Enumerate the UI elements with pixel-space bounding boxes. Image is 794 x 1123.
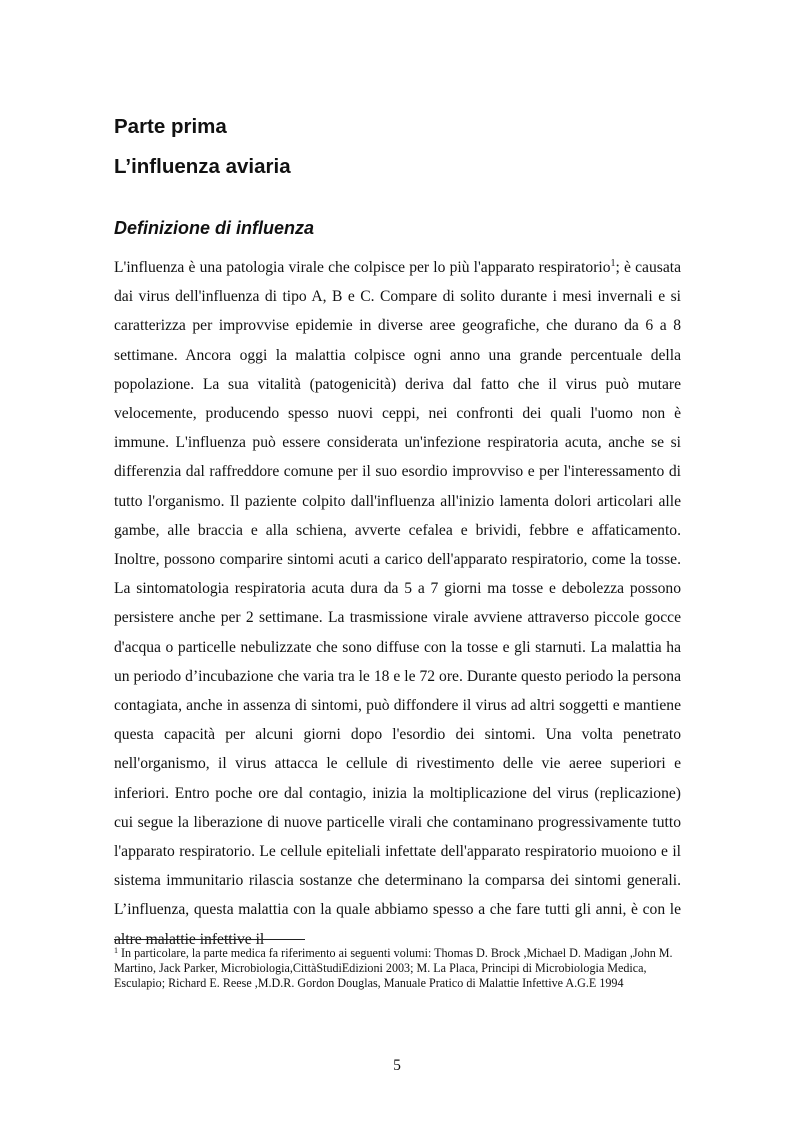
footnote-divider [114,939,305,940]
chapter-title: L’influenza aviaria [114,155,291,178]
page-number: 5 [393,1057,401,1074]
body-text-start: L'influenza è una patologia virale che colpisce per lo più l'apparato respiratorio [114,259,611,276]
footnote [114,946,681,992]
body-paragraph [114,253,681,954]
body-text-continued: ; è causata dai virus dell'influenza di tipo A, B e C. Compare di solito durante i mesi invernali e si caratterizza per improvvise epidemie in diverse aree geografiche, che durano da 6 a 8 settimane. Ancora oggi la malattia colpisce ogni anno una grande percentuale della popolazione. La sua vitalità (patogenicità) deriva dal fatto che il virus può mutare velocemente, producendo spesso nuovi ceppi, nei confronti dei quali l'uomo non è immune. L'influenza può essere considerata un'infezione respiratoria acuta, anche se si differenzia dal raffreddore comune per il suo esordio improvviso e per l'interessamento di tutto l'organismo. Il paziente colpito dall'influenza all'inizio lamenta dolori articolari alle gambe, alle braccia e alla schiena, avverte cefalea e brividi, febbre e affaticamento. Inoltre, possono comparire sintomi acuti a carico dell'apparato respiratorio, come la tosse. La sintomatologia respiratoria acuta dura da 5 a 7 giorni ma tosse e debolezza possono persistere anche per 2 settimane. La trasmissione virale avviene attraverso piccole gocce d'acqua o particelle nebulizzate che sono diffuse con la tosse e gli starnuti. La malattia ha un periodo d’incubazione che varia tra le 18 e le 72 ore. Durante questo periodo la persona contagiata, anche in assenza di sintomi, può diffondere il virus ad altri soggetti e mantiene questa capacità per alcuni giorni dopo l'esordio dei sintomi. Una volta penetrato nell'organismo, il virus attacca le cellule di rivestimento delle vie aeree superiori e inferiori. Entro poche ore dal contagio, inizia la moltiplicazione del virus (replicazione) cui segue la liberazione di nuove particelle virali che contaminano progressivamente tutto l'apparato respiratorio. Le cellule epiteliali infettate dell'apparato respiratorio muoiono e il sistema immunitario rilascia sostanze che determinano la comparsa dei sintomi generali. L’influenza, questa malattia con la quale abbiamo spesso a che fare tutti gli anni, è con le altre malattie infettive il [114,259,681,948]
footnote-text: In particolare, la parte medica fa riferimento ai seguenti volumi: Thomas D. Brock ,Michael D. Madigan ,John M. Martino, Jack Parker, Microbiologia,CittàStudiEdizioni 2003; M. La Placa, Principi di Microbiologia Medica, Esculapio; Richard E. Reese ,M.D.R. Gordon Douglas, Manuale Pratico di Malattie Infettive A.G.E 1994 [114,946,673,991]
footnote-mark: 1 [114,946,118,955]
section-title: Definizione di influenza [114,218,315,238]
footnote-reference: 1 [610,258,616,269]
part-title: Parte prima [114,115,227,138]
